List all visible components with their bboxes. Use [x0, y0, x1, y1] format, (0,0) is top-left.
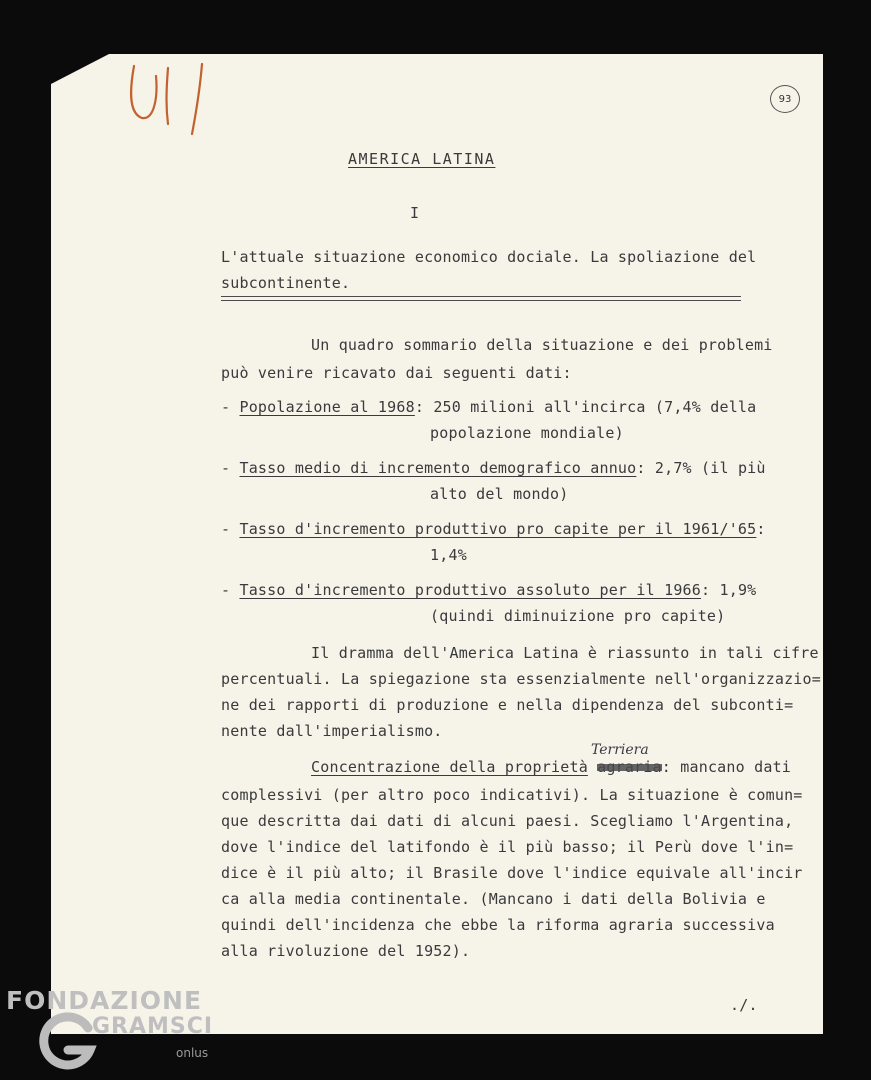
- paragraph2-line1: Concentrazione della proprietà : mancano dati: [311, 758, 792, 776]
- paragraph2-line6: ca alla media continentale. (Mancano i dati della Bolivia e: [221, 890, 766, 908]
- intro-line1: Un quadro sommario della situazione e dei problemi: [311, 336, 773, 354]
- paragraph1-line2: percentuali. La spiegazione sta essenzialmente nell'organizzazio=: [221, 670, 821, 688]
- handwritten-initials: [120, 58, 220, 138]
- paragraph2-line2: complessivi (per altro poco indicativi). La situazione è comun=: [221, 786, 803, 804]
- paragraph1-line1: Il dramma dell'America Latina è riassunto in tali cifre: [311, 644, 819, 662]
- paragraph2-line4: dove l'indice del latifondo è il più basso; il Perù dove l'in=: [221, 838, 794, 856]
- data-item-4: - Tasso d'incremento produttivo assoluto per il 1966: 1,9%: [221, 581, 757, 599]
- paragraph2-line5: dice è il più alto; il Brasile dove l'indice equivale all'incir: [221, 864, 803, 882]
- document-title: AMERICA LATINA: [348, 150, 496, 168]
- section-title-line1: L'attuale situazione economico dociale. La spoliazione del: [221, 248, 757, 266]
- paragraph2-line3: que descritta dai dati di alcuni paesi. Scegliamo l'Argentina,: [221, 812, 794, 830]
- data-item-2-cont: alto del mondo): [430, 485, 569, 503]
- watermark-line2: GRAMSCI: [92, 1014, 214, 1039]
- data-item-1: - Popolazione al 1968: 250 milioni all'incirca (7,4% della: [221, 398, 757, 416]
- intro-line2: può venire ricavato dai seguenti dati:: [221, 364, 572, 382]
- handwritten-insert: Terriera: [591, 742, 649, 758]
- paragraph1-line3: ne dei rapporti di produzione e nella dipendenza del subconti=: [221, 696, 794, 714]
- watermark-line1: FONDAZIONE: [6, 986, 203, 1015]
- document-page: [51, 54, 823, 1034]
- paragraph2-line7: quindi dell'incidenza che ebbe la riforma agraria successiva: [221, 916, 775, 934]
- section-number: I: [410, 204, 420, 222]
- section-title-line2: subcontinente.: [221, 274, 351, 292]
- data-item-3: - Tasso d'incremento produttivo pro capite per il 1961/'65:: [221, 520, 766, 538]
- data-item-4-cont: (quindi diminuizione pro capite): [430, 607, 726, 625]
- continuation-mark: ./.: [730, 996, 758, 1014]
- page-number-stamp: 93: [770, 85, 800, 113]
- data-item-3-cont: 1,4%: [430, 546, 467, 564]
- svg-text:Ul/: Ul/: [120, 58, 122, 59]
- data-item-1-cont: popolazione mondiale): [430, 424, 624, 442]
- watermark-g-icon: [34, 1010, 98, 1074]
- watermark-line3: onlus: [176, 1046, 209, 1060]
- paragraph1-line4: nente dall'imperialismo.: [221, 722, 443, 740]
- data-item-2: - Tasso medio di incremento demografico annuo: 2,7% (il più: [221, 459, 766, 477]
- double-rule: [221, 296, 741, 301]
- paragraph2-line8: alla rivoluzione del 1952).: [221, 942, 471, 960]
